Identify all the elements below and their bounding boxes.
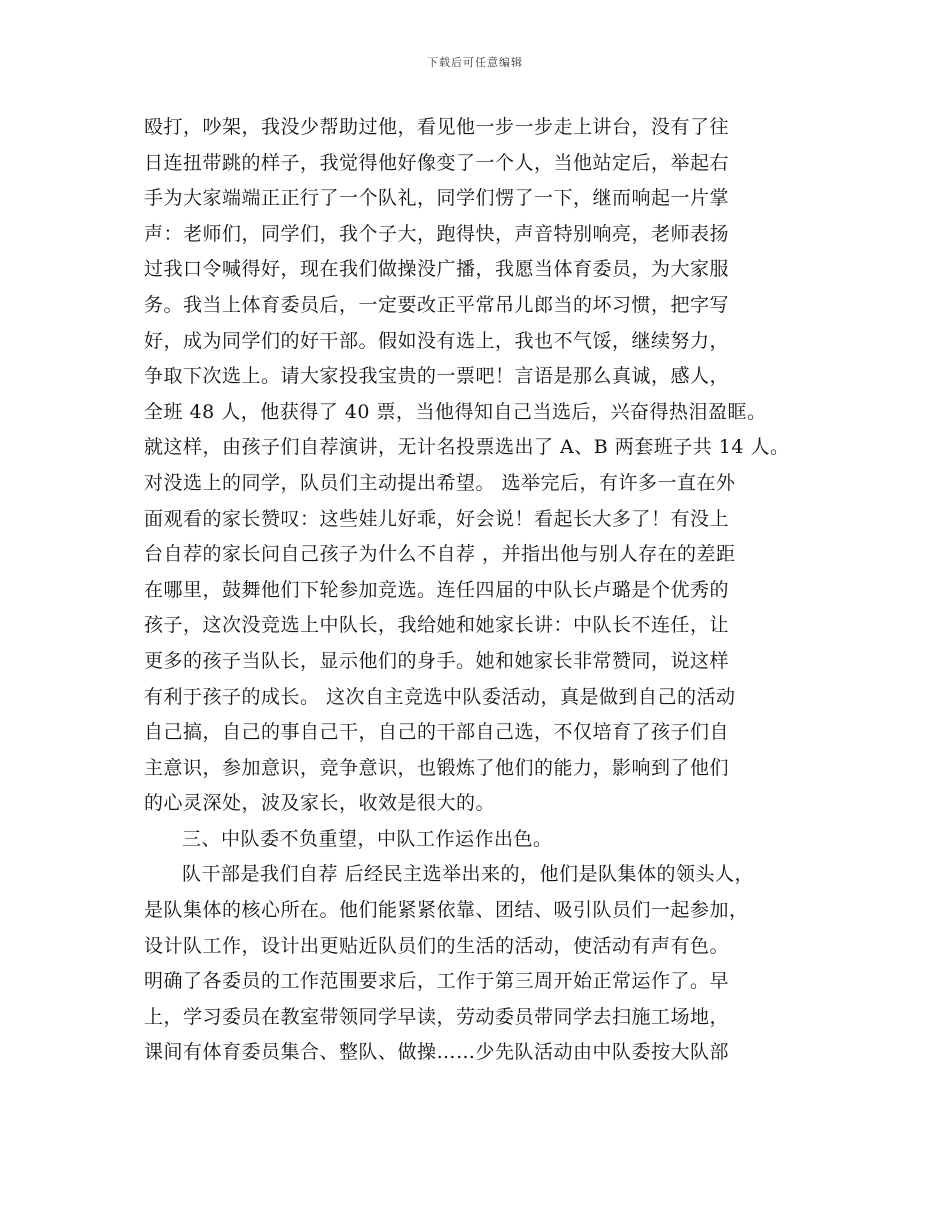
text-line: 是队集体的核心所在。他们能紧紧依靠、团结、吸引队员们一起参加，: [144, 899, 749, 922]
text-line: 自己搞，自己的事自己干，自己的干部自己选，不仅培育了孩子们自: [144, 721, 730, 744]
text-line: 队干部是我们自荐 后经民主选举出来的，他们是队集体的领头人，: [182, 863, 755, 886]
text-line: 面观看的家长赞叹：这些娃儿好乖，好会说！看起长大多了！有没上: [144, 507, 730, 530]
text-line: 更多的孩子当队长，显示他们的身手。她和她家长非常赞同，说这样: [144, 649, 730, 672]
text-line: 明确了各委员的工作范围要求后，工作于第三周开始正常运作了。早: [144, 970, 730, 993]
text-line: 在哪里，鼓舞他们下轮参加竞选。连任四届的中队长卢璐是个优秀的: [144, 578, 730, 601]
text-line: 有利于孩子的成长。 这次自主竞选中队委活动，真是做到自己的活动: [144, 685, 736, 708]
text-line: 好，成为同学们的好干部。假如没有选上，我也不气馁，继续努力，: [144, 329, 730, 352]
text-line: 三、中队委不负重望，中队工作运作出色。: [182, 827, 553, 850]
text-line: 台自荐的家长问自己孩子为什么不自荐 ，并指出他与别人存在的差距: [144, 543, 736, 566]
text-line: 全班 48 人，他获得了 40 票，当他得知自己当选后，兴奋得热泪盈眶。: [144, 400, 767, 423]
text-line: 手为大家端端正正行了一个队礼，同学们愣了一下，继而响起一片掌: [144, 187, 730, 210]
text-line: 殴打，吵架，我没少帮助过他，看见他一步一步走上讲台，没有了往: [144, 116, 730, 138]
text-line: 主意识，参加意识，竞争意识，也锻炼了他们的能力，影响到了他们: [144, 756, 730, 779]
text-line: 的心灵深处，波及家长，收效是很大的。: [144, 792, 496, 815]
text-line: 孩子，这次没竞选上中队长，我给她和她家长讲：中队长不连任，让: [144, 614, 730, 637]
text-line: 对没选上的同学，队员们主动提出希望。 选举完后，有许多一直在外: [144, 471, 736, 494]
text-line: 课间有体育委员集合、整队、做操……少先队活动由中队委按大队部: [144, 1041, 730, 1064]
page-header-note: 下载后可任意编辑: [427, 56, 523, 69]
text-line: 过我口令喊得好，现在我们做操没广播，我愿当体育委员，为大家服: [144, 258, 730, 281]
text-line: 务。我当上体育委员后，一定要改正平常吊儿郎当的坏习惯，把字写: [144, 293, 730, 316]
text-line: 争取下次选上。请大家投我宝贵的一票吧！言语是那么真诚，感人，: [144, 365, 730, 388]
document-body: [144, 110, 824, 1071]
text-line: 上，学习委员在教室带领同学早读，劳动委员带同学去扫施工场地，: [144, 1005, 730, 1028]
text-line: 日连扭带跳的样子，我觉得他好像变了一个人，当他站定后，举起右: [144, 151, 730, 174]
text-line: 设计队工作，设计出更贴近队员们的生活的活动，使活动有声有色。: [144, 934, 730, 957]
text-line: 声：老师们，同学们，我个子大，跑得快，声音特别响亮，老师表扬: [144, 222, 730, 245]
text-line: 就这样，由孩子们自荐演讲，无计名投票选出了 A、B 两套班子共 14 人。: [144, 436, 790, 459]
